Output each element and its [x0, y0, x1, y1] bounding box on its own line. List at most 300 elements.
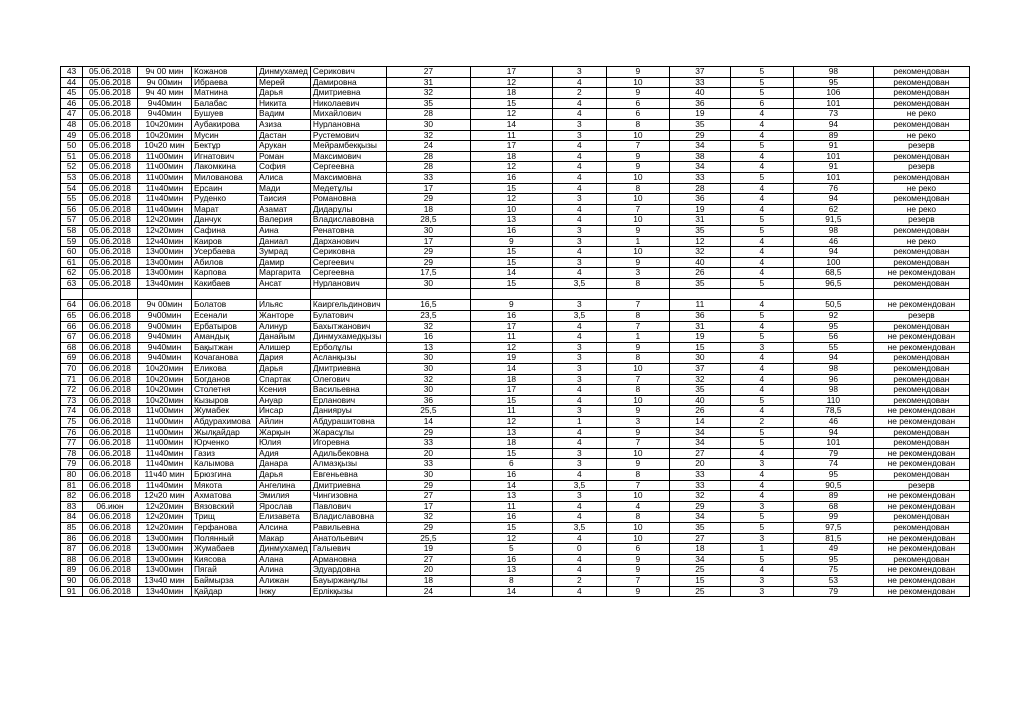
- status-cell: не реко: [873, 109, 969, 120]
- score-2-cell: 18: [470, 374, 552, 385]
- status-cell: не рекомендован: [873, 268, 969, 279]
- surname-cell: Сафина: [192, 225, 257, 236]
- name-cell: Динмухамед: [257, 544, 311, 555]
- time-cell: 11ч40мин: [138, 459, 192, 470]
- patronymic-cell: Николаевич: [310, 98, 386, 109]
- score-6-cell: 3: [730, 575, 793, 586]
- score-1-cell: 30: [386, 385, 470, 396]
- name-cell: Данара: [257, 459, 311, 470]
- surname-cell: Кожанов: [192, 67, 257, 78]
- table-row: [61, 278, 970, 289]
- table-row: [61, 565, 970, 576]
- score-1-cell: 35: [386, 98, 470, 109]
- row-number: 61: [61, 257, 83, 268]
- status-cell: рекомендован: [873, 427, 969, 438]
- score-2-cell: 16: [470, 469, 552, 480]
- surname-cell: Ибраева: [192, 77, 257, 88]
- status-cell: не рекомендован: [873, 332, 969, 343]
- score-6-cell: 5: [730, 88, 793, 99]
- score-6-cell: 5: [730, 522, 793, 533]
- score-4-cell: 9: [606, 406, 669, 417]
- score-4-cell: 8: [606, 119, 669, 130]
- time-cell: 12ч20мин: [138, 522, 192, 533]
- name-cell: Елизавета: [257, 512, 311, 523]
- score-1-cell: 30: [386, 364, 470, 375]
- score-6-cell: 4: [730, 385, 793, 396]
- status-cell: рекомендован: [873, 438, 969, 449]
- score-3-cell: 3: [552, 300, 606, 311]
- status-cell: не реко: [873, 204, 969, 215]
- score-4-cell: 7: [606, 141, 669, 152]
- table-row: [61, 353, 970, 364]
- score-2-cell: 14: [470, 119, 552, 130]
- score-5-cell: 32: [669, 374, 730, 385]
- row-number: 89: [61, 565, 83, 576]
- name-cell: Юлия: [257, 438, 311, 449]
- score-4-cell: 10: [606, 247, 669, 258]
- score-1-cell: 24: [386, 141, 470, 152]
- score-2-cell: 17: [470, 141, 552, 152]
- score-3-cell: 3: [552, 448, 606, 459]
- status-cell: рекомендован: [873, 257, 969, 268]
- table-row: [61, 332, 970, 343]
- name-cell: Алишер: [257, 342, 311, 353]
- patronymic-cell: Ерболұлы: [310, 342, 386, 353]
- date-cell: 06.06.2018: [83, 448, 138, 459]
- score-1-cell: 30: [386, 353, 470, 364]
- patronymic-cell: Ренатовна: [310, 225, 386, 236]
- score-2-cell: 11: [470, 332, 552, 343]
- date-cell: 05.06.2018: [83, 257, 138, 268]
- table-row: [61, 236, 970, 247]
- time-cell: 11ч40 мин: [138, 469, 192, 480]
- patronymic-cell: Равильевна: [310, 522, 386, 533]
- score-3-cell: 4: [552, 204, 606, 215]
- score-3-cell: 3: [552, 353, 606, 364]
- status-cell: не реко: [873, 236, 969, 247]
- time-cell: 10ч20 мин: [138, 141, 192, 152]
- name-cell: Инсар: [257, 406, 311, 417]
- date-cell: 05.06.2018: [83, 67, 138, 78]
- table-row: [61, 438, 970, 449]
- score-5-cell: 40: [669, 395, 730, 406]
- score-3-cell: 4: [552, 554, 606, 565]
- score-2-cell: 11: [470, 501, 552, 512]
- name-cell: Данайым: [257, 332, 311, 343]
- table-row: [61, 385, 970, 396]
- patronymic-cell: Абдурашитовна: [310, 417, 386, 428]
- name-cell: Алижан: [257, 575, 311, 586]
- score-2-cell: 15: [470, 395, 552, 406]
- score-2-cell: 17: [470, 67, 552, 78]
- patronymic-cell: Дарханович: [310, 236, 386, 247]
- total-cell: 91,5: [793, 215, 873, 226]
- patronymic-cell: Чингизовна: [310, 491, 386, 502]
- row-number: 77: [61, 438, 83, 449]
- score-2-cell: 9: [470, 236, 552, 247]
- score-6-cell: 1: [730, 544, 793, 555]
- surname-cell: Какибаев: [192, 278, 257, 289]
- score-2-cell: 19: [470, 353, 552, 364]
- score-5-cell: 34: [669, 512, 730, 523]
- status-cell: рекомендован: [873, 395, 969, 406]
- score-1-cell: 31: [386, 77, 470, 88]
- surname-cell: Полянный: [192, 533, 257, 544]
- score-3-cell: 4: [552, 109, 606, 120]
- score-5-cell: 18: [669, 544, 730, 555]
- surname-cell: Лакомкина: [192, 162, 257, 173]
- status-cell: не рекомендован: [873, 406, 969, 417]
- total-cell: 101: [793, 172, 873, 183]
- name-cell: Ангелина: [257, 480, 311, 491]
- time-cell: 9ч40мин: [138, 109, 192, 120]
- time-cell: 12ч20мин: [138, 215, 192, 226]
- status-cell: не рекомендован: [873, 501, 969, 512]
- score-4-cell: 9: [606, 459, 669, 470]
- score-4-cell: 10: [606, 491, 669, 502]
- date-cell: 05.06.2018: [83, 215, 138, 226]
- score-1-cell: 27: [386, 491, 470, 502]
- status-cell: рекомендован: [873, 374, 969, 385]
- score-3-cell: 3: [552, 119, 606, 130]
- table-row: [61, 289, 970, 300]
- score-6-cell: 4: [730, 565, 793, 576]
- patronymic-cell: Алмазқызы: [310, 459, 386, 470]
- status-cell: рекомендован: [873, 554, 969, 565]
- score-6-cell: 5: [730, 311, 793, 322]
- score-4-cell: 10: [606, 130, 669, 141]
- score-1-cell: 23,5: [386, 311, 470, 322]
- time-cell: 11ч00мин: [138, 406, 192, 417]
- name-cell: Адия: [257, 448, 311, 459]
- surname-cell: Газиз: [192, 448, 257, 459]
- score-2-cell: 14: [470, 586, 552, 597]
- patronymic-cell: Владиславовна: [310, 512, 386, 523]
- score-2-cell: 12: [470, 77, 552, 88]
- table-row: [61, 395, 970, 406]
- score-2-cell: 14: [470, 364, 552, 375]
- score-1-cell: 28,5: [386, 215, 470, 226]
- score-5-cell: 34: [669, 162, 730, 173]
- score-5-cell: 15: [669, 575, 730, 586]
- score-6-cell: 5: [730, 278, 793, 289]
- score-3-cell: 3: [552, 257, 606, 268]
- score-4-cell: 8: [606, 183, 669, 194]
- score-2-cell: 16: [470, 512, 552, 523]
- score-5-cell: 34: [669, 554, 730, 565]
- score-6-cell: 5: [730, 172, 793, 183]
- score-2-cell: 15: [470, 522, 552, 533]
- surname-cell: Жумабаев: [192, 544, 257, 555]
- score-5-cell: 38: [669, 151, 730, 162]
- status-cell: рекомендован: [873, 194, 969, 205]
- name-cell: Эмилия: [257, 491, 311, 502]
- patronymic-cell: Сергеевна: [310, 268, 386, 279]
- surname-cell: Калымова: [192, 459, 257, 470]
- date-cell: 06.06.2018: [83, 459, 138, 470]
- status-cell: не реко: [873, 183, 969, 194]
- score-5-cell: 35: [669, 119, 730, 130]
- status-cell: рекомендован: [873, 88, 969, 99]
- score-6-cell: 5: [730, 141, 793, 152]
- score-1-cell: 32: [386, 88, 470, 99]
- total-cell: 98: [793, 364, 873, 375]
- score-6-cell: 3: [730, 501, 793, 512]
- score-2-cell: 11: [470, 130, 552, 141]
- total-cell: 101: [793, 98, 873, 109]
- score-2-cell: 9: [470, 300, 552, 311]
- score-1-cell: 29: [386, 247, 470, 258]
- row-number: 82: [61, 491, 83, 502]
- score-6-cell: 4: [730, 300, 793, 311]
- row-number: 54: [61, 183, 83, 194]
- score-5-cell: 33: [669, 172, 730, 183]
- date-cell: 06.06.2018: [83, 374, 138, 385]
- score-5-cell: 25: [669, 586, 730, 597]
- score-3-cell: 2: [552, 88, 606, 99]
- score-2-cell: 15: [470, 98, 552, 109]
- score-1-cell: 19: [386, 544, 470, 555]
- surname-cell: Матнина: [192, 88, 257, 99]
- time-cell: 10ч20мин: [138, 364, 192, 375]
- score-3-cell: 3: [552, 225, 606, 236]
- score-5-cell: 15: [669, 342, 730, 353]
- time-cell: 9ч 00 мин: [138, 67, 192, 78]
- patronymic-cell: Дмитриевна: [310, 88, 386, 99]
- score-3-cell: 4: [552, 469, 606, 480]
- score-5-cell: [669, 289, 730, 300]
- score-4-cell: 8: [606, 512, 669, 523]
- score-3-cell: 4: [552, 151, 606, 162]
- surname-cell: Данчук: [192, 215, 257, 226]
- table-row: [61, 98, 970, 109]
- score-6-cell: 4: [730, 109, 793, 120]
- score-4-cell: 10: [606, 364, 669, 375]
- score-5-cell: 29: [669, 501, 730, 512]
- total-cell: 95: [793, 321, 873, 332]
- status-cell: рекомендован: [873, 77, 969, 88]
- total-cell: 94: [793, 427, 873, 438]
- score-6-cell: 4: [730, 321, 793, 332]
- table-row: [61, 77, 970, 88]
- score-4-cell: 7: [606, 438, 669, 449]
- time-cell: 10ч20мин: [138, 385, 192, 396]
- score-2-cell: 15: [470, 448, 552, 459]
- surname-cell: Амандық: [192, 332, 257, 343]
- row-number: 75: [61, 417, 83, 428]
- table-row: [61, 119, 970, 130]
- patronymic-cell: Данияруы: [310, 406, 386, 417]
- score-5-cell: 20: [669, 459, 730, 470]
- score-1-cell: 16,5: [386, 300, 470, 311]
- patronymic-cell: Васильевна: [310, 385, 386, 396]
- row-number: [61, 289, 83, 300]
- name-cell: Ксения: [257, 385, 311, 396]
- score-6-cell: 4: [730, 236, 793, 247]
- row-number: 53: [61, 172, 83, 183]
- score-5-cell: 12: [669, 236, 730, 247]
- time-cell: 9ч00мин: [138, 321, 192, 332]
- status-cell: не рекомендован: [873, 533, 969, 544]
- time-cell: 13ч00мин: [138, 544, 192, 555]
- table-row: [61, 342, 970, 353]
- surname-cell: Каиров: [192, 236, 257, 247]
- score-6-cell: 5: [730, 438, 793, 449]
- total-cell: 91: [793, 162, 873, 173]
- score-4-cell: 9: [606, 554, 669, 565]
- surname-cell: Брюзгина: [192, 469, 257, 480]
- date-cell: 05.06.2018: [83, 236, 138, 247]
- score-1-cell: 32: [386, 321, 470, 332]
- name-cell: Мади: [257, 183, 311, 194]
- score-5-cell: 26: [669, 406, 730, 417]
- score-2-cell: 14: [470, 268, 552, 279]
- total-cell: 75: [793, 565, 873, 576]
- score-4-cell: 10: [606, 77, 669, 88]
- row-number: 49: [61, 130, 83, 141]
- name-cell: Арукан: [257, 141, 311, 152]
- score-5-cell: 34: [669, 438, 730, 449]
- score-2-cell: 16: [470, 225, 552, 236]
- time-cell: 13ч00мин: [138, 247, 192, 258]
- status-cell: рекомендован: [873, 469, 969, 480]
- score-1-cell: 28: [386, 162, 470, 173]
- table-row: [61, 194, 970, 205]
- status-cell: резерв: [873, 141, 969, 152]
- score-3-cell: 4: [552, 215, 606, 226]
- score-6-cell: 4: [730, 491, 793, 502]
- surname-cell: Аубакирова: [192, 119, 257, 130]
- score-4-cell: 9: [606, 342, 669, 353]
- score-6-cell: 5: [730, 427, 793, 438]
- row-number: 69: [61, 353, 83, 364]
- score-2-cell: 18: [470, 438, 552, 449]
- score-1-cell: 20: [386, 448, 470, 459]
- date-cell: 06.06.2018: [83, 417, 138, 428]
- score-1-cell: 30: [386, 278, 470, 289]
- status-cell: рекомендован: [873, 278, 969, 289]
- score-4-cell: 9: [606, 586, 669, 597]
- total-cell: 110: [793, 395, 873, 406]
- table-row: [61, 257, 970, 268]
- total-cell: 92: [793, 311, 873, 322]
- score-1-cell: 18: [386, 575, 470, 586]
- name-cell: Аина: [257, 225, 311, 236]
- score-1-cell: 29: [386, 194, 470, 205]
- score-4-cell: 9: [606, 257, 669, 268]
- name-cell: Макар: [257, 533, 311, 544]
- status-cell: резерв: [873, 311, 969, 322]
- score-6-cell: 3: [730, 459, 793, 470]
- patronymic-cell: Дамировна: [310, 77, 386, 88]
- table-row: [61, 522, 970, 533]
- table-row: [61, 491, 970, 502]
- name-cell: Маргарита: [257, 268, 311, 279]
- score-1-cell: 17: [386, 236, 470, 247]
- total-cell: 96: [793, 374, 873, 385]
- total-cell: 89: [793, 491, 873, 502]
- surname-cell: Усербаева: [192, 247, 257, 258]
- row-number: 51: [61, 151, 83, 162]
- score-1-cell: 16: [386, 332, 470, 343]
- time-cell: 10ч20мин: [138, 119, 192, 130]
- score-1-cell: 17,5: [386, 268, 470, 279]
- patronymic-cell: Серикович: [310, 67, 386, 78]
- score-1-cell: 32: [386, 512, 470, 523]
- name-cell: Дарья: [257, 364, 311, 375]
- score-1-cell: 36: [386, 395, 470, 406]
- time-cell: 11ч40мин: [138, 448, 192, 459]
- table-row: [61, 172, 970, 183]
- date-cell: 06.06.2018: [83, 427, 138, 438]
- date-cell: 05.06.2018: [83, 109, 138, 120]
- date-cell: 05.06.2018: [83, 88, 138, 99]
- time-cell: 9ч40мин: [138, 353, 192, 364]
- table-row: [61, 225, 970, 236]
- name-cell: Азиза: [257, 119, 311, 130]
- score-5-cell: 30: [669, 353, 730, 364]
- score-1-cell: 30: [386, 225, 470, 236]
- patronymic-cell: Ерлікқызы: [310, 586, 386, 597]
- score-1-cell: 25,5: [386, 406, 470, 417]
- surname-cell: Марат: [192, 204, 257, 215]
- score-2-cell: 12: [470, 417, 552, 428]
- patronymic-cell: Евгеньевна: [310, 469, 386, 480]
- total-cell: 76: [793, 183, 873, 194]
- score-2-cell: 18: [470, 88, 552, 99]
- score-6-cell: 4: [730, 151, 793, 162]
- total-cell: 106: [793, 88, 873, 99]
- name-cell: Ануар: [257, 395, 311, 406]
- score-3-cell: 0: [552, 544, 606, 555]
- name-cell: Алана: [257, 554, 311, 565]
- score-4-cell: 9: [606, 427, 669, 438]
- score-6-cell: 4: [730, 119, 793, 130]
- score-4-cell: 6: [606, 544, 669, 555]
- row-number: 52: [61, 162, 83, 173]
- surname-cell: Еликова: [192, 364, 257, 375]
- table-row: [61, 183, 970, 194]
- row-number: 48: [61, 119, 83, 130]
- score-6-cell: 4: [730, 247, 793, 258]
- name-cell: Дастан: [257, 130, 311, 141]
- date-cell: 06.06.2018: [83, 364, 138, 375]
- score-2-cell: 17: [470, 321, 552, 332]
- row-number: 76: [61, 427, 83, 438]
- surname-cell: Бушуев: [192, 109, 257, 120]
- name-cell: Дарья: [257, 88, 311, 99]
- score-3-cell: 3: [552, 459, 606, 470]
- time-cell: 11ч40мин: [138, 194, 192, 205]
- score-3-cell: 4: [552, 565, 606, 576]
- time-cell: 9ч 00мин: [138, 77, 192, 88]
- time-cell: 9ч40мин: [138, 332, 192, 343]
- surname-cell: Бақытжан: [192, 342, 257, 353]
- table-row: [61, 204, 970, 215]
- patronymic-cell: Булатович: [310, 311, 386, 322]
- score-2-cell: 14: [470, 480, 552, 491]
- status-cell: не рекомендован: [873, 565, 969, 576]
- status-cell: резерв: [873, 215, 969, 226]
- status-cell: не рекомендован: [873, 417, 969, 428]
- time-cell: 13ч00мин: [138, 554, 192, 565]
- score-6-cell: 4: [730, 406, 793, 417]
- surname-cell: [192, 289, 257, 300]
- score-4-cell: 10: [606, 448, 669, 459]
- row-number: 56: [61, 204, 83, 215]
- row-number: 71: [61, 374, 83, 385]
- time-cell: 9ч40мин: [138, 342, 192, 353]
